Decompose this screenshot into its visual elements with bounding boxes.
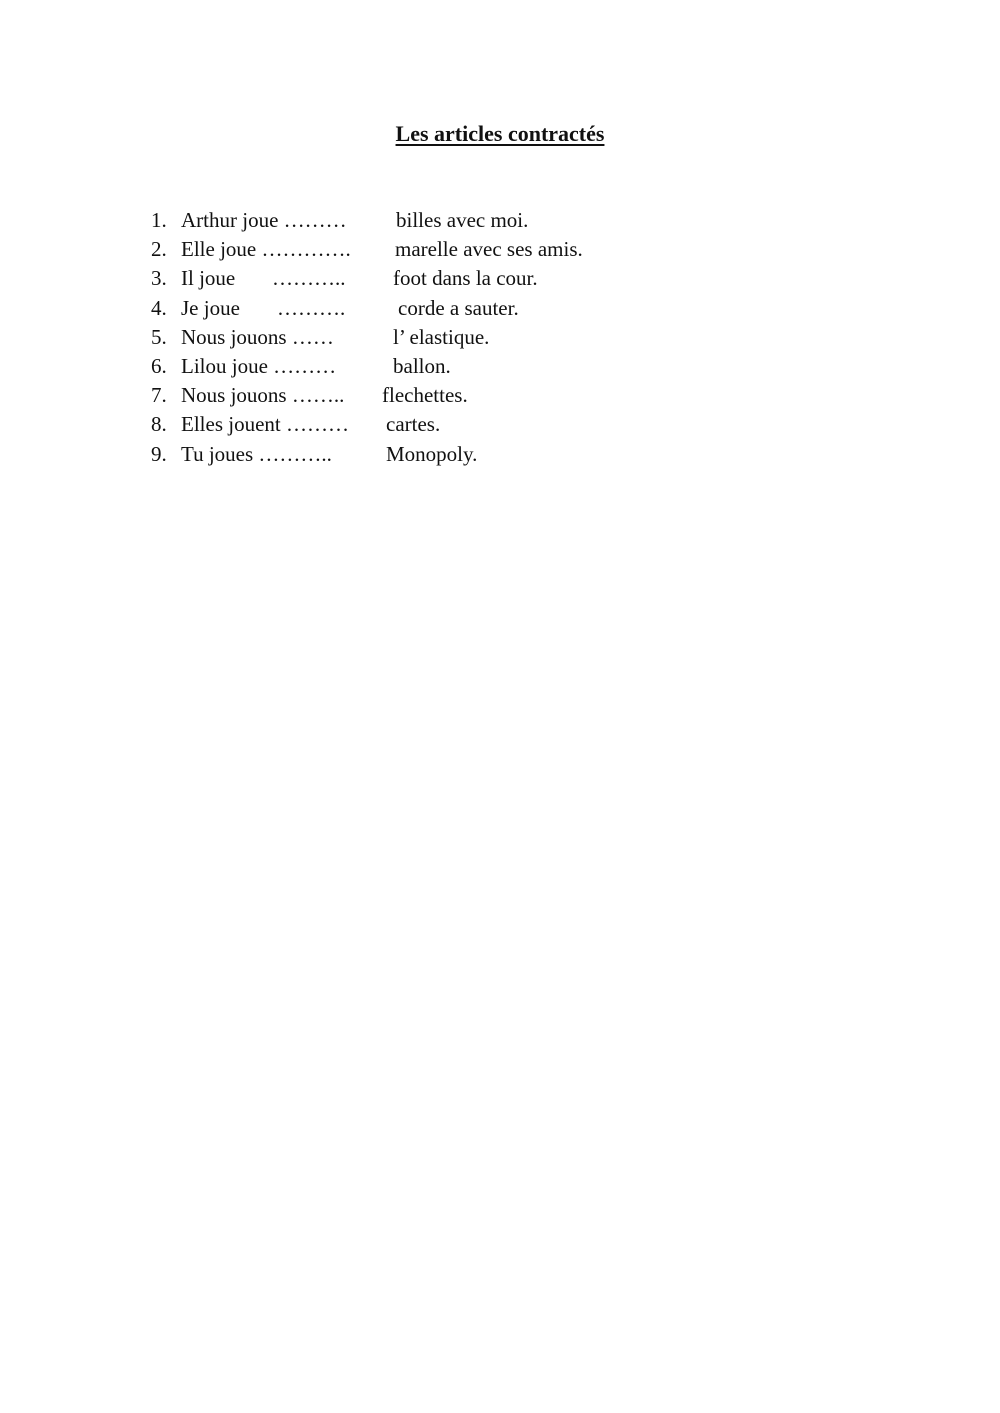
item-number: 7. bbox=[151, 383, 167, 408]
item-prompt: Elles jouent ……… bbox=[181, 412, 349, 437]
list-item bbox=[0, 206, 1000, 235]
item-prompt: Je joue bbox=[181, 295, 240, 320]
item-dots: ………. bbox=[277, 295, 346, 320]
list-item bbox=[0, 352, 1000, 381]
list-item bbox=[0, 264, 1000, 293]
item-number: 6. bbox=[151, 353, 167, 378]
item-prompt: Arthur joue ……… bbox=[181, 208, 347, 232]
item-completion: flechettes. bbox=[382, 383, 468, 408]
item-number: 3. bbox=[151, 266, 167, 291]
list-item bbox=[0, 235, 1000, 264]
item-number: 9. bbox=[151, 441, 167, 466]
item-completion: billes avec moi. bbox=[396, 208, 529, 232]
list-item bbox=[0, 410, 1000, 439]
item-number: 8. bbox=[151, 412, 167, 437]
item-number: 1. bbox=[151, 208, 167, 232]
item-completion: foot dans la cour. bbox=[393, 266, 538, 291]
list-item bbox=[0, 381, 1000, 410]
item-completion: ballon. bbox=[393, 353, 451, 378]
list-item bbox=[0, 440, 1000, 469]
item-number: 5. bbox=[151, 324, 167, 349]
item-dots: ……….. bbox=[272, 266, 346, 291]
item-completion: marelle avec ses amis. bbox=[395, 237, 583, 262]
item-prompt: Nous jouons …… bbox=[181, 324, 334, 349]
item-number: 4. bbox=[151, 295, 167, 320]
item-completion: Monopoly. bbox=[386, 441, 478, 466]
item-prompt: Elle joue …………. bbox=[181, 237, 351, 262]
item-completion: corde a sauter. bbox=[398, 295, 519, 320]
item-number: 2. bbox=[151, 237, 167, 262]
list-item bbox=[0, 294, 1000, 323]
item-prompt: Tu joues ……….. bbox=[181, 441, 332, 466]
item-prompt: Lilou joue ……… bbox=[181, 353, 337, 378]
item-prompt: Nous jouons …….. bbox=[181, 383, 345, 408]
exercise-list bbox=[0, 206, 1000, 469]
item-completion: cartes. bbox=[386, 412, 441, 437]
item-prompt: Il joue bbox=[181, 266, 236, 291]
list-item bbox=[0, 323, 1000, 352]
page-title: Les articles contractés bbox=[395, 121, 605, 146]
item-completion: l’ elastique. bbox=[393, 324, 490, 349]
